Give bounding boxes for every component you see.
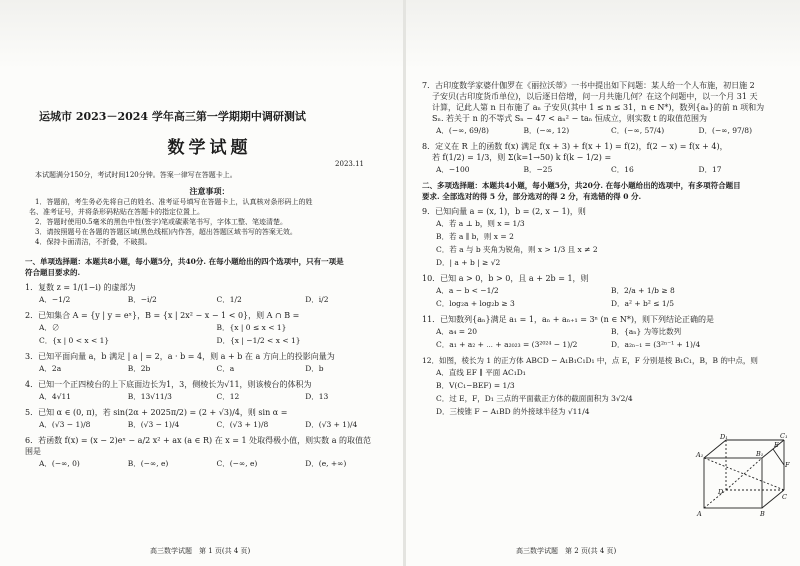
question-4-options: [39, 390, 394, 403]
option-c: C．16: [611, 165, 634, 174]
label-c: C: [782, 493, 787, 501]
question-7-line: Sₙ. 若关于 n 的不等式 Sₙ − 47 < aₙ² − taₙ 恒成立，则实数 t 的取值范围为: [432, 114, 708, 123]
cube-edge: [762, 490, 784, 508]
question-3-stem: 3．已知平面向量 a，b 满足 | a | = 2，a · b = 4，则 a + b 在 a 方向上的投影向量为: [25, 352, 335, 361]
label-a: A: [697, 510, 702, 518]
page-1-footer: 高三数学试题 第 1 页(共 4 页): [150, 547, 251, 555]
question-8-line: 8．定义在 R 上的函数 f(x) 满足 f(x + 3) + f(x + 1) = f(2)，f(2 − x) = f(x + 4)，: [422, 142, 728, 151]
option-b: B．−25: [523, 165, 553, 174]
question-7-line: 子安贝(古印度货币单位)，以后逐日倍增，问一月共施几何？在这个问题中，以一个月 31 天: [432, 92, 758, 101]
option-a: A．4√11: [39, 392, 72, 401]
question-1-options: [39, 293, 394, 306]
option-a: A．∅: [39, 323, 60, 332]
diagonal-hidden: [726, 458, 762, 490]
page-2-footer: 高三数学试题 第 2 页(共 4 页): [516, 547, 617, 555]
section-1-heading: 一、单项选择题：本题共8小题，每小题5分，共40分. 在每小题给出的四个选项中，只有一项是: [25, 257, 344, 266]
option-a: A．−100: [436, 165, 470, 174]
option-b: B．13√11/3: [127, 392, 172, 401]
question-7-options: [436, 124, 786, 137]
cube-edge: [704, 440, 726, 458]
question-11-stem: 11．已知数列{aₙ}满足 a₁ = 1，aₙ + aₙ₊₁ = 3ⁿ (n ∈ N*)，则下列结论正确的是: [422, 315, 714, 324]
cube-figure: [696, 432, 788, 518]
option-a: A．直线 EF ∥ 平面 AC₁D₁: [436, 368, 526, 377]
option-c: C．1/2: [216, 295, 242, 304]
question-12-option-b: [436, 379, 786, 392]
label-c1: C₁: [780, 432, 788, 440]
notice-item: 2．答题时使用0.5毫米的黑色中性(签字)笔或碳素笔书写，字体工整、笔迹清楚。: [35, 218, 288, 226]
option-d: D．(√3 + 1)/4: [305, 420, 358, 429]
notice-item: 名、准考证号，并将条形码粘贴在答题卡的指定位置上。: [29, 208, 204, 216]
option-c: C．(−∞, 57/4): [611, 126, 665, 135]
option-d: D．17: [698, 165, 722, 174]
question-2-options-row2: [39, 334, 394, 347]
question-9-option-b: [436, 230, 786, 243]
question-11-options-row2: [436, 338, 786, 351]
option-d: D．| a + b | ≥ √2: [436, 258, 501, 267]
question-12-option-a: [436, 366, 786, 379]
question-7-line: 计算，记此人第 n 日布施了 aₙ 子安贝(其中 1 ≤ n ≤ 31，n ∈ N*)，数列{aₙ}的前 n 项和为: [432, 103, 765, 112]
option-d: D．i/2: [305, 295, 329, 304]
option-c: C．a₁ + a₂ + ⋯ + a₂₀₂₃ = (3²⁰²⁴ − 1)/2: [436, 340, 578, 349]
question-6-stem: 6．若函数 f(x) = (x − 2)eˣ − a/2 x² + ax (a ∈ R) 在 x = 1 处取得极小值，则实数 a 的取值范: [25, 436, 372, 445]
question-12-option-c: [436, 392, 786, 405]
option-c: C．过 E，F，D₁ 三点的平面截正方体的截面面积为 3√2/4: [436, 394, 633, 403]
option-c: C．(√3 + 1)/8: [216, 420, 269, 429]
option-d: D．(e, +∞): [305, 459, 347, 468]
option-b: B．{aₙ} 为等比数列: [611, 327, 682, 336]
exam-date: 2023.11: [335, 160, 364, 168]
question-2-options-row1: [39, 321, 394, 334]
question-9-option-d: [436, 256, 786, 269]
question-1-stem: 1．复数 z = 1/(1−i) 的虚部为: [25, 283, 136, 292]
question-9-stem: 9．已知向量 a = (x, 1)，b = (2, x − 1)，则: [422, 207, 586, 216]
option-c: C．(−∞, e): [216, 459, 258, 468]
question-7-line: 7．古印度数学家婆什伽罗在《丽拉沃蒂》一书中提出如下问题：某人给一个人布施，初日施 2: [422, 81, 755, 90]
option-d: D．b: [305, 364, 324, 373]
question-11-options-row1: [436, 325, 786, 338]
option-d: D．{x | −1/2 < x < 1}: [216, 336, 301, 345]
exam-title: 数学试题: [167, 138, 252, 158]
question-8-line: 若 f(1/2) = 1/3，则 Σ(k=1→50) k f(k − 1/2) =: [432, 153, 612, 162]
option-c: C．12: [216, 392, 240, 401]
question-5-options: [39, 418, 394, 431]
option-b: B．若 a ∥ b，则 x = 2: [436, 232, 514, 241]
option-a: A．2a: [39, 364, 62, 373]
question-12-stem: 12．如图，棱长为 1 的正方体 ABCD − A₁B₁C₁D₁ 中，点 E，F 分别是棱 B₁C₁，B，B 的中点，则: [422, 356, 758, 365]
segment-ef: [773, 449, 784, 465]
option-d: D．a₂ₙ₋₁ = (3²ⁿ⁻¹ + 1)/4: [611, 340, 701, 349]
question-6-options: [39, 457, 394, 470]
section-2-heading-cont: 要求. 全部选对的得 5 分，部分选对的得 2 分，有选错的得 0 分.: [422, 192, 642, 201]
option-b: B．(−∞, e): [127, 459, 169, 468]
option-b: B．2/a + 1/b ≥ 8: [611, 286, 675, 295]
option-a: A．若 a ⊥ b，则 x = 1/3: [436, 219, 525, 228]
option-c: C．log₂a + log₂b ≥ 3: [436, 299, 515, 308]
option-c: C．a: [216, 364, 235, 373]
option-b: B．(−∞, 12): [523, 126, 570, 135]
option-c: C．若 a 与 b 夹角为锐角，则 x > 1/3 且 x ≠ 2: [436, 245, 598, 254]
option-d: D．(−∞, 97/8): [698, 126, 753, 135]
question-10-stem: 10．已知 a > 0，b > 0，且 a + 2b = 1，则: [422, 274, 589, 283]
exam-subtitle: 运城市 2023－2024 学年高三第一学期期中调研测试: [39, 110, 306, 123]
option-d: D．三棱锥 F − A₁BD 的外接球半径为 √11/4: [436, 407, 590, 416]
page-2: [406, 0, 800, 566]
label-b1: B₁: [756, 450, 764, 458]
option-d: D．13: [305, 392, 329, 401]
question-10-options-row2: [436, 297, 786, 310]
notice-item: 1．答题前，考生务必先将自己的姓名、准考证号填写在答题卡上，认真核对条形码上的姓: [35, 198, 313, 206]
label-b: B: [760, 510, 765, 518]
label-d1: D₁: [720, 433, 728, 441]
option-b: B．(√3 − 1)/4: [127, 420, 180, 429]
label-e: E: [774, 441, 779, 449]
question-5-stem: 5．已知 α ∈ (0, π)，若 sin(2α + 2025π/2) = (2 + √3)/4，则 sin α =: [25, 408, 288, 417]
question-8-options: [436, 163, 786, 176]
option-b: B．{x | 0 ≤ x < 1}: [216, 323, 287, 332]
question-9-option-c: [436, 243, 786, 256]
option-a: A．(−∞, 0): [39, 459, 80, 468]
option-a: A．(−∞, 69/8): [436, 126, 489, 135]
option-c: C．{x | 0 < x < 1}: [39, 336, 110, 345]
notice-item: 4．保持卡面清洁，不折叠，不破损。: [35, 238, 152, 246]
label-d: D: [718, 488, 724, 496]
option-b: B．2b: [127, 364, 151, 373]
question-4-stem: 4．已知一个正四棱台的上下底面边长为1，3，侧棱长为√11，则该棱台的体积为: [25, 380, 312, 389]
option-b: B．−i/2: [127, 295, 157, 304]
question-12-option-d: [436, 405, 786, 418]
label-a1: A₁: [696, 451, 704, 459]
question-2-stem: 2．已知集合 A = {y | y = eˣ}，B = {x | 2x² − x − 1 < 0}，则 A ∩ B =: [25, 311, 300, 320]
question-3-options: [39, 362, 394, 375]
option-b: B．V(C₁−BEF) = 1/3: [436, 381, 515, 390]
option-a: A．(√3 − 1)/8: [39, 420, 91, 429]
option-a: A．a − b < −1/2: [436, 286, 499, 295]
notice-item: 3．请按照题号在各题的答题区域(黑色线框)内作答，超出答题区域书写的答案无效。: [35, 228, 297, 236]
option-a: A．a₄ = 20: [436, 327, 477, 336]
label-f: F: [785, 461, 790, 469]
question-9-option-a: [436, 217, 786, 230]
notice-heading: 注意事项：: [189, 186, 230, 196]
section-2-heading: 二、多项选择题：本题共4小题，每小题5分，共20分. 在每小题给出的选项中，有多项符合题目: [422, 181, 741, 190]
question-6-stem-cont: 围是: [25, 447, 41, 456]
exam-meta: 本试题满分150分，考试时间120分钟。答案一律写在答题卡上。: [35, 171, 237, 179]
option-a: A．−1/2: [39, 295, 71, 304]
question-10-options-row1: [436, 284, 786, 297]
section-1-heading-cont: 符合题目要求的.: [25, 268, 81, 277]
option-d: D．a² + b² ≤ 1/5: [611, 299, 674, 308]
